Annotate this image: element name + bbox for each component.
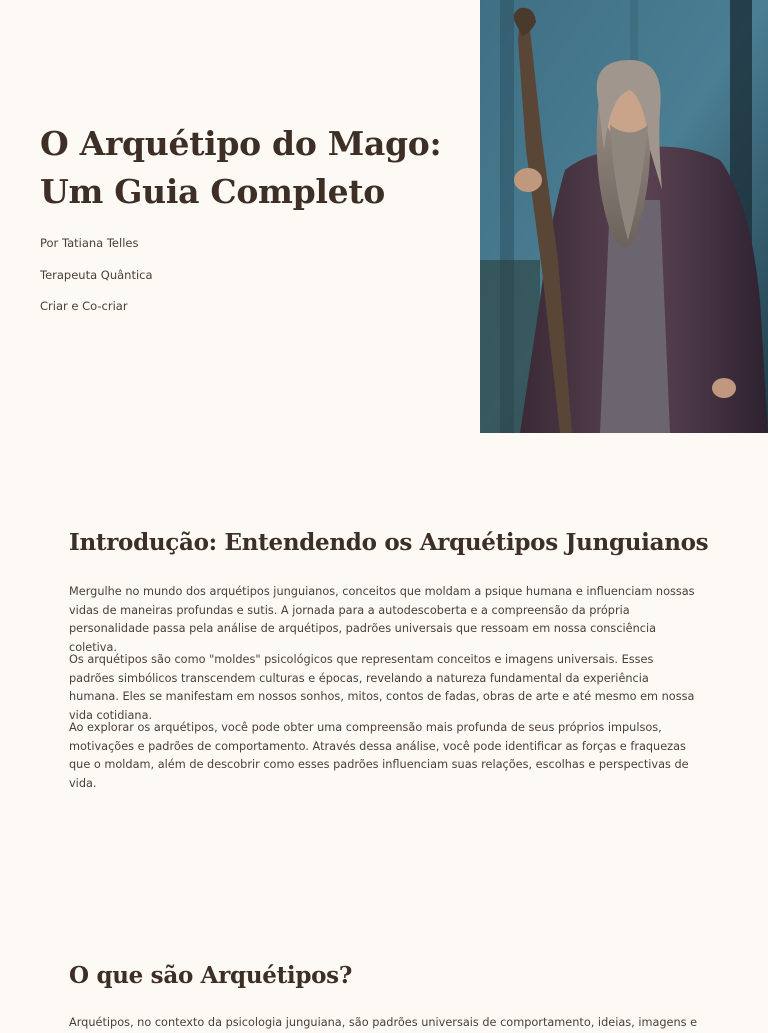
page-title-line-1: O Arquétipo do Mago:	[40, 124, 442, 163]
intro-paragraph-2: Os arquétipos são como "moldes" psicológicos que representam conceitos e imagens universais. Esses padrões simbólicos transcendem culturas e épocas, revelando a natureza fundamental da experiência humana. Eles se manifestam em nossos sonhos, mitos, contos de fadas, obras de arte e até mesmo em nossa vida cotidiana.	[69, 653, 695, 722]
intro-paragraph-1: Mergulhe no mundo dos arquétipos junguianos, conceitos que moldam a psique humana e influenciam nossas vidas de maneiras profundas e sutis. A jornada para a autodescoberta e a compreensão da própria personalidade passa pela análise de arquétipos, padrões universais que ressoam em nossa consciência coletiva.	[69, 585, 695, 654]
page-title-line-2: Um Guia Completo	[40, 172, 386, 211]
archetypes-paragraph: Arquétipos, no contexto da psicologia junguiana, são padrões universais de comportamento, ideias, imagens e	[69, 1016, 698, 1029]
intro-paragraph-3: Ao explorar os arquétipos, você pode obter uma compreensão mais profunda de seus próprios impulsos, motivações e padrões de comportamento. Através dessa análise, você pode identificar as forças e fraquezas que o moldam, além de descobrir como esses padrões influenciam suas relações, escolhas e perspectivas de vida.	[69, 721, 689, 790]
page-title	[40, 120, 460, 216]
author-line: Por Tatiana Telles	[40, 236, 139, 250]
archetypes-heading: O que são Arquétipos?	[69, 962, 352, 989]
intro-heading: Introdução: Entendendo os Arquétipos Junguianos	[69, 529, 709, 556]
wizard-hero-image	[480, 0, 768, 433]
tagline: Criar e Co-criar	[40, 299, 128, 313]
author-role: Terapeuta Quântica	[40, 268, 153, 282]
